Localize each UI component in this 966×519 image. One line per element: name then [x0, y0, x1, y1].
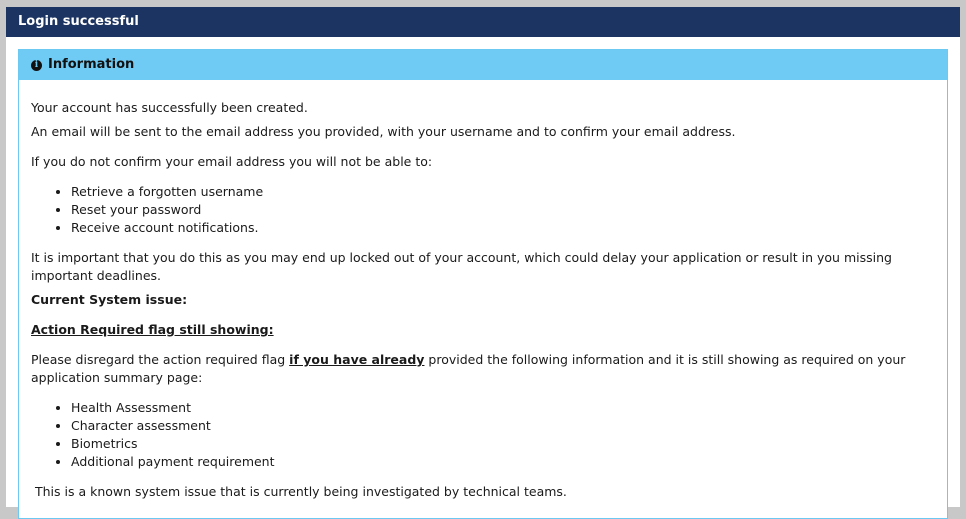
system-issue-heading: Current System issue: — [31, 292, 188, 307]
list-item: • Receive account notifications. — [71, 219, 263, 237]
consequences-list — [31, 183, 263, 237]
confirm-email-warning-text: If you do not confirm your email address you will not be able to: — [31, 154, 433, 169]
list-item: • Retrieve a forgotten username — [71, 183, 263, 201]
information-heading: Information — [48, 57, 135, 72]
list-item: • Character assessment — [71, 417, 275, 435]
action-required-heading: Action Required flag still showing: — [31, 322, 274, 337]
known-issue-text: This is a known system issue that is currently being investigated by technical teams. — [35, 484, 567, 499]
info-circle-icon: i — [31, 60, 42, 71]
information-panel — [18, 49, 948, 519]
list-item: • Additional payment requirement — [71, 453, 275, 471]
list-item: • Health Assessment — [71, 399, 275, 417]
list-item: • Reset your password — [71, 201, 263, 219]
email-sent-text: An email will be sent to the email address you provided, with your username and to confirm your email address. — [31, 124, 736, 139]
information-panel-header — [19, 50, 947, 80]
disregard-flag-text-end: provided the following information and it is still showing as required on your application summary page: — [31, 352, 906, 385]
list-item: • Biometrics — [71, 435, 275, 453]
account-created-text: Your account has successfully been created. — [31, 100, 308, 115]
window-title: Login successful — [6, 7, 960, 37]
requirements-list — [31, 399, 275, 471]
importance-text: It is important that you do this as you may end up locked out of your account, which could delay your application or result in you missing important deadlines. — [31, 250, 892, 283]
dialog-window — [6, 7, 960, 507]
disregard-flag-emphasis: if you have already — [289, 352, 425, 367]
disregard-flag-text-start: Please disregard the action required flag — [31, 352, 290, 367]
disregard-flag-text — [31, 351, 921, 387]
